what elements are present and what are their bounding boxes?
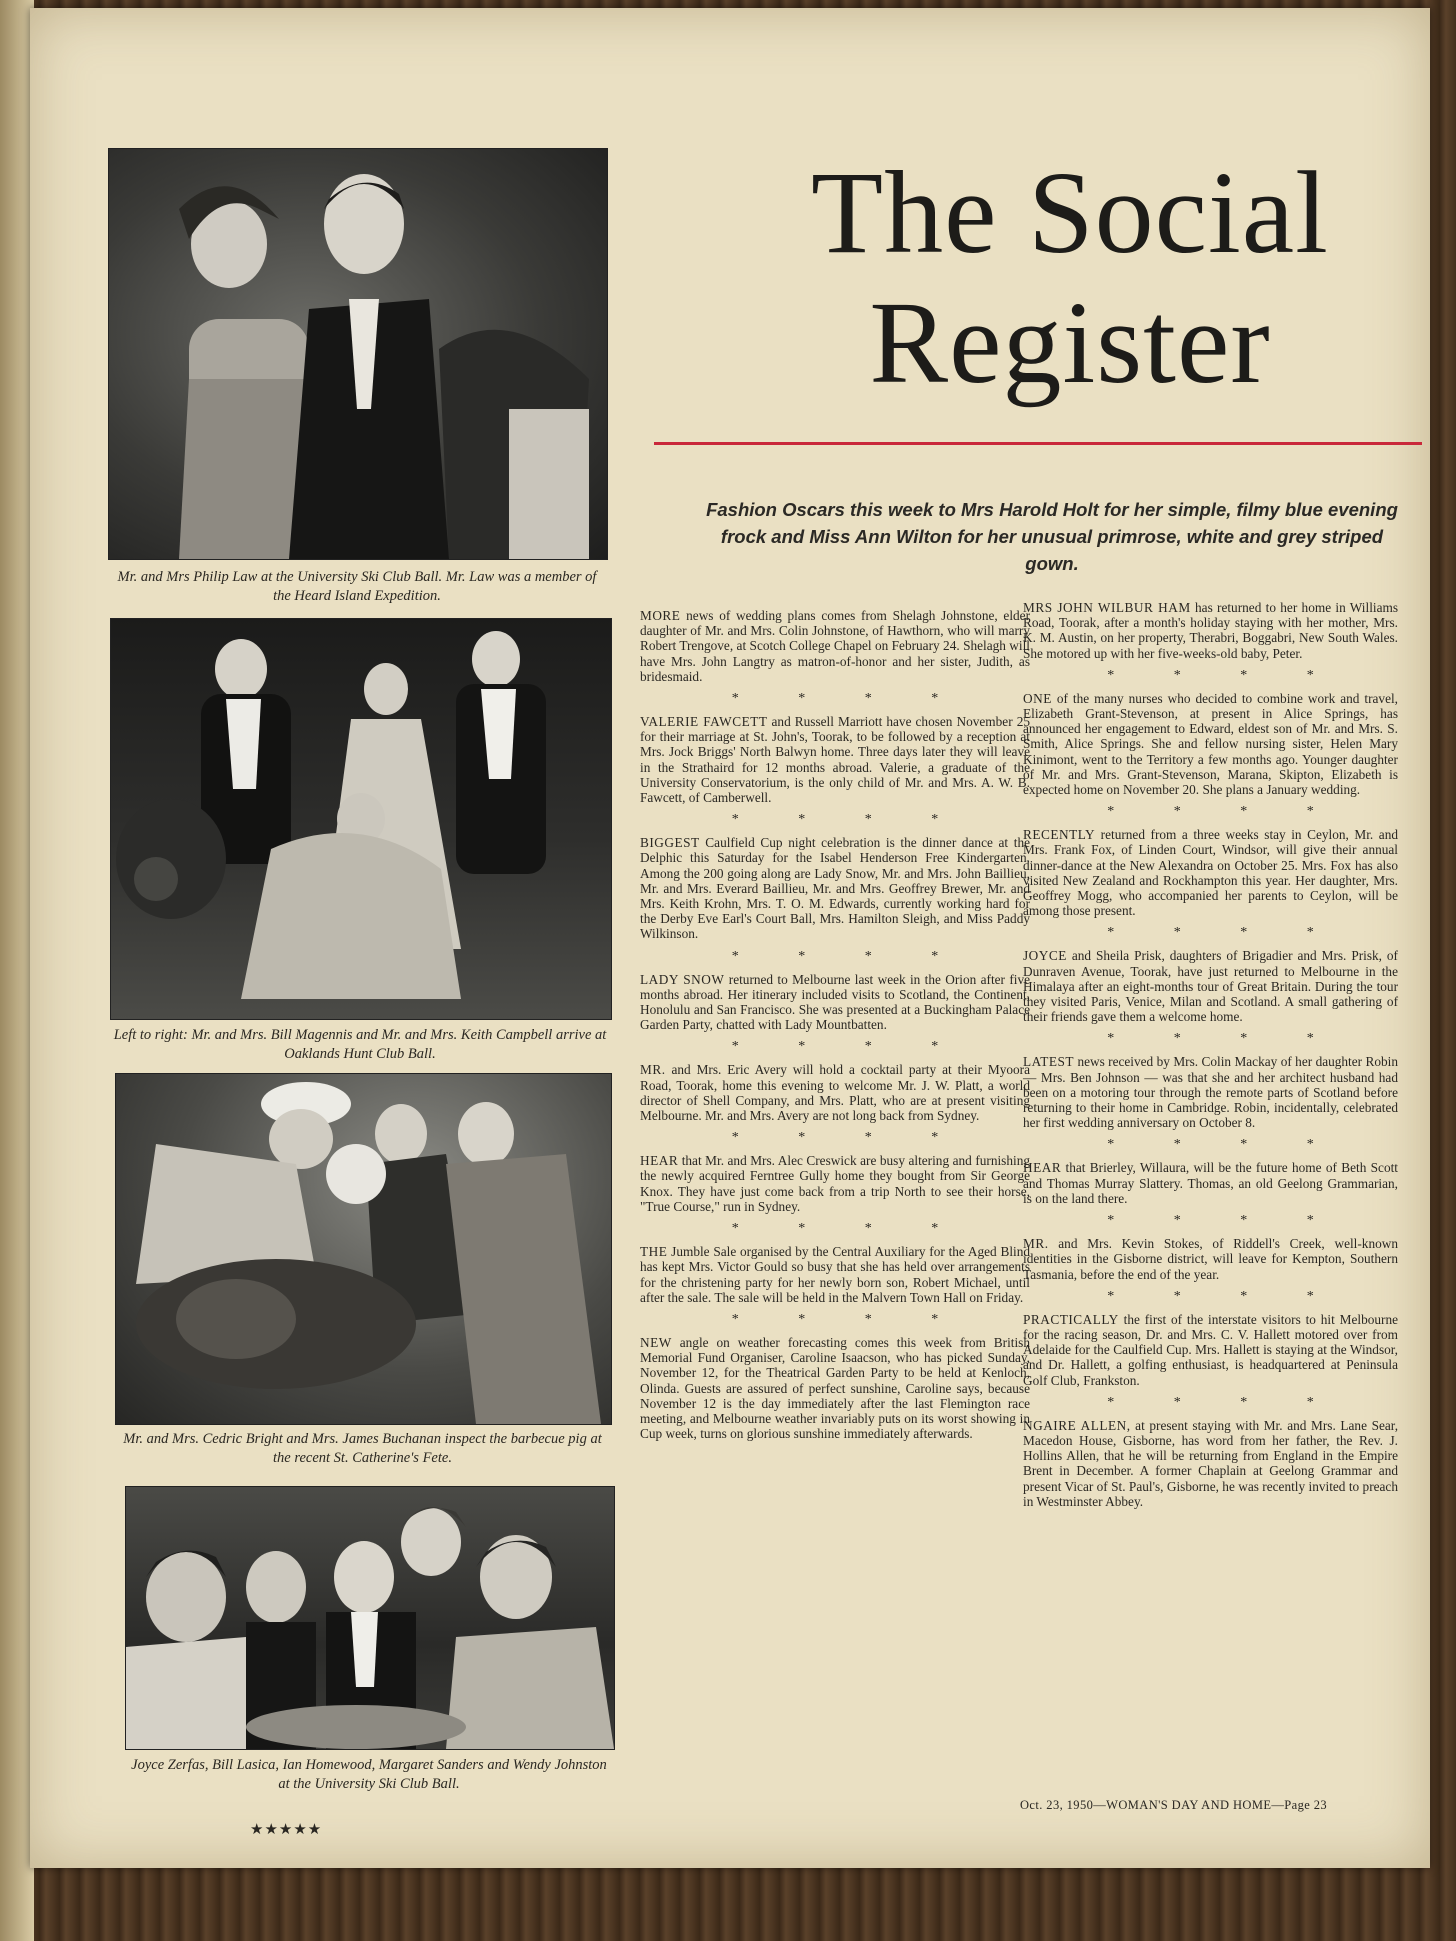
news-item-9	[1023, 600, 1398, 661]
item-lead: LADY SNOW	[640, 971, 725, 987]
item-lead: JOYCE	[1023, 948, 1067, 964]
separator: * * * *	[731, 812, 967, 828]
item-lead: PRACTICALLY	[1023, 1311, 1119, 1327]
photo-caption-1: Mr. and Mrs Philip Law at the University Ski Club Ball. Mr. Law was a member of the Heard Island Expedition.	[117, 569, 597, 604]
item-lead: VALERIE FAWCETT	[640, 714, 768, 730]
item-lead: MRS JOHN WILBUR HAM	[1023, 600, 1191, 615]
separator: * * * *	[731, 948, 967, 964]
title-line-1: The Social	[811, 147, 1329, 278]
photo-caption-2: Left to right: Mr. and Mrs. Bill Magennis and Mr. and Mrs. Keith Campbell arrive at Oaklands Hunt Club Ball.	[113, 1027, 607, 1062]
news-item-8	[640, 1335, 1030, 1441]
news-item-2	[640, 714, 1030, 805]
news-item-16	[1023, 1312, 1398, 1388]
news-item-15	[1023, 1236, 1398, 1282]
item-lead: HEAR	[640, 1153, 679, 1169]
item-lead: HEAR	[1023, 1160, 1062, 1176]
news-item-3	[640, 835, 1030, 941]
news-item-1	[640, 608, 1030, 684]
item-body: news received by Mrs. Colin Mackay of her daughter Robin — Mrs. Ben Johnson — was that she and her architect husband had been on a motoring tour through the remote parts of Scotland before returning to their home in Cambridge. Robin, incidentally, celebrated her first wedding anniversary on October 8.	[1023, 1054, 1399, 1131]
item-body: and Mrs. Kevin Stokes, of Riddell's Creek, well-known identities in the Gisborne district, will leave for Kempton, Southern Tasmania, before the end of the year.	[1023, 1236, 1398, 1282]
item-lead: NGAIRE ALLEN,	[1023, 1417, 1131, 1433]
item-body: and Sheila Prisk, daughters of Brigadier and Mrs. Prisk, of Dunraven Avenue, Toorak, have just returned to Melbourne in the Himalaya after an eight-months tour of Great Britain. During the tour they visited Paris, Venice, Milan and Scotland. A small gathering of their friends gave them a welcome home.	[1023, 948, 1398, 1025]
page-footer: Oct. 23, 1950—WOMAN'S DAY AND HOME—Page 23	[1020, 1798, 1328, 1812]
item-body: and Mrs. Eric Avery will hold a cocktail party at their Myoora Road, Toorak, home this evening to welcome Mr. J. W. Platt, a world director of Shell Company, and Mrs. Platt, who are at present visiting Melbourne. Mr. and Mrs. Avery are not long back from Sydney.	[640, 1062, 1030, 1124]
separator: * * * *	[1107, 667, 1342, 683]
item-lead: MR.	[640, 1062, 666, 1078]
item-body: returned from a three weeks stay in Ceylon, Mr. and Mrs. Frank Fox, of Linden Court, Windsor, will give their annual dinner-dance at the New Alexandra on October 25. Mrs. Fox has also visited New Zealand and Rockhampton this year. Her daughter, Mrs. Geoffrey Mogg, who accompanied her parents to Ceylon, will be among those present.	[1023, 827, 1399, 919]
item-body: returned to Melbourne last week in the Orion after five months abroad. Her itinerary included visits to Scotland, the Continent, Honolulu and San Francisco. She was presented at a Buckingham Palace Garden Party, chatted with Lady Mountbatten.	[640, 971, 1030, 1033]
item-lead: LATEST	[1023, 1054, 1075, 1070]
bottom-stars: ★★★★★	[250, 1822, 323, 1838]
item-lead: MR.	[1023, 1236, 1049, 1252]
news-item-13	[1023, 1054, 1398, 1130]
item-body: at present staying with Mr. and Mrs. Lane Sear, Macedon House, Gisborne, has word from her father, the Rev. J. Hollins Allen, that he will be returning from England in the Empire Brent in December. A former Chaplain at Geelong Grammar and present Vicar of St. Paul's, Gisborne, he was recently invited to preach in Westminster Abbey.	[1023, 1417, 1399, 1509]
separator: * * * *	[1107, 804, 1342, 820]
item-body: has returned to her home in Williams Road, Toorak, after a month's holiday staying with her mother, Mrs. K. M. Austin, on her property, Therabri, Boggabri, New South Wales. She motored up with her five-weeks-old baby, Peter.	[1023, 600, 1399, 661]
photo-caption-4: Joyce Zerfas, Bill Lasica, Ian Homewood, Margaret Sanders and Wendy Johnston at the University Ski Club Ball.	[131, 1757, 607, 1792]
item-body: angle on weather forecasting comes this week from British Memorial Fund Organiser, Caroline Isaacson, who has picked Sunday, November 12, for the Theatrical Garden Party to be held at Kenloch, Olinda. Guests are assured of perfect sunshine, Caroline says, because November 12 is the day immediately after the last Flemington race meeting, and Melbourne weather invariably puts on its worst showing in Cup week, turns on glorious sunshine immediately afterwards.	[640, 1334, 1030, 1442]
news-item-5	[640, 1062, 1030, 1123]
news-item-4	[640, 972, 1030, 1033]
news-item-7	[640, 1244, 1030, 1305]
magazine-page	[30, 8, 1430, 1868]
separator: * * * *	[1107, 1288, 1342, 1304]
title-line-2: Register	[869, 277, 1271, 408]
separator: * * * *	[1107, 1213, 1342, 1229]
item-body: and Russell Marriott have chosen November 25 for their marriage at St. John's, Toorak, to be followed by a reception at Mrs. Jock Briggs' North Balwyn home. Three days later they will leave in the Strathaird for 12 months abroad. Valerie, a graduate of the University Conservatorium, is the only child of Mr. and Mrs. A. W. B. Fawcett, of Camberwell.	[640, 714, 1030, 806]
item-lead: NEW	[640, 1334, 672, 1350]
page-title	[720, 148, 1420, 408]
news-item-10	[1023, 691, 1398, 797]
item-lead: THE	[640, 1244, 668, 1260]
separator: * * * *	[1107, 925, 1342, 941]
item-lead: BIGGEST	[640, 835, 700, 851]
right-text-column	[1023, 600, 1398, 1509]
magazine-spine	[0, 0, 34, 1941]
photo-barbecue-pig	[115, 1073, 612, 1425]
item-body: Caulfield Cup night celebration is the dinner dance at the Delphic this Saturday for the Isabel Henderson Free Kindergarten. Among the 200 going along are Lady Snow, Mr. and Mrs. John Baillieu, Mr. and Mrs. Everard Baillieu, Mr. and Mrs. Geoffrey Brewer, Mr. and Mrs. Keith Krohn, Mrs. T. O. M. Edwards, currently working hard for the Derby Eve Earl's Court Ball, Mrs. Hamilton Sleigh, and Miss Paddy Wilkinson.	[640, 835, 1030, 942]
item-body: that Brierley, Willaura, will be the future home of Beth Scott and Thomas Murray Slattery. Thomas, an old Geelong Grammarian, is on the land there.	[1023, 1160, 1398, 1206]
separator: * * * *	[731, 1039, 967, 1055]
photo-caption-3: Mr. and Mrs. Cedric Bright and Mrs. James Buchanan inspect the barbecue pig at the recent St. Catherine's Fete.	[123, 1431, 602, 1466]
separator: * * * *	[1107, 1394, 1342, 1410]
separator: * * * *	[731, 691, 967, 707]
separator: * * * *	[731, 1221, 967, 1237]
separator: * * * *	[1107, 1137, 1342, 1153]
item-body: news of wedding plans comes from Shelagh Johnstone, elder daughter of Mr. and Mrs. Colin Johnstone, of Hawthorn, who will marry Robert Trengove, at Scotch College Chapel on February 24. Shelagh will have Mrs. John Langtry as matron-of-honor and her sister, Judith, as bridesmaid.	[640, 608, 1030, 684]
item-body: the first of the interstate visitors to hit Melbourne for the racing season, Dr. and Mrs. C. V. Hallett motored over from Adelaide for the Caulfield Cup. Mrs. Hallett is staying at the Windsor, and Dr. Hallett, a golfing enthusiast, is headquartered at Peninsula Golf Club, Frankston.	[1023, 1311, 1398, 1388]
separator: * * * *	[731, 1130, 967, 1146]
separator: * * * *	[1107, 1031, 1342, 1047]
item-lead: RECENTLY	[1023, 827, 1096, 843]
separator: * * * *	[731, 1311, 967, 1327]
left-text-column	[640, 608, 1030, 1441]
photo-law-couple	[108, 148, 608, 560]
news-item-11	[1023, 827, 1398, 918]
news-item-17	[1023, 1418, 1398, 1509]
photo-ski-club-group	[125, 1486, 615, 1750]
item-body: that Mr. and Mrs. Alec Creswick are busy altering and furnishing the newly acquired Ferntree Gully home they bought from Sir George Knox. They have just come back from a trip North to see their horse, "True Course," run in Sydney.	[640, 1153, 1030, 1214]
item-body: Jumble Sale organised by the Central Auxiliary for the Aged Blind has kept Mrs. Victor Gould so busy that she has held over arrangements for the christening party for her newly born son, Robert Michael, until after the sale. The sale will be held in the Malvern Town Hall on Friday.	[640, 1244, 1031, 1305]
red-rule	[654, 442, 1422, 445]
item-body: of the many nurses who decided to combine work and travel, Elizabeth Grant-Stevenson, at present in Alice Springs, has announced her engagement to Edward, eldest son of Mr. and Mrs. S. Smith, Alice Springs. She and fellow nursing sister, Helen Mary Kinimont, went to the Territory a few months ago. Younger daughter of Mr. and Mrs. Grant-Stevenson, Marana, Skipton, Elizabeth is expected home on November 20. She plans a January wedding.	[1023, 690, 1399, 798]
news-item-12	[1023, 948, 1398, 1024]
photo-magennis-campbell	[110, 618, 612, 1020]
item-lead: MORE	[640, 608, 681, 623]
news-item-14	[1023, 1160, 1398, 1206]
intro-paragraph: Fashion Oscars this week to Mrs Harold Holt for her simple, filmy blue evening frock and Miss Ann Wilton for her unusual primrose, white and grey striped gown.	[706, 499, 1398, 574]
item-lead: ONE	[1023, 690, 1052, 706]
news-item-6	[640, 1153, 1030, 1214]
